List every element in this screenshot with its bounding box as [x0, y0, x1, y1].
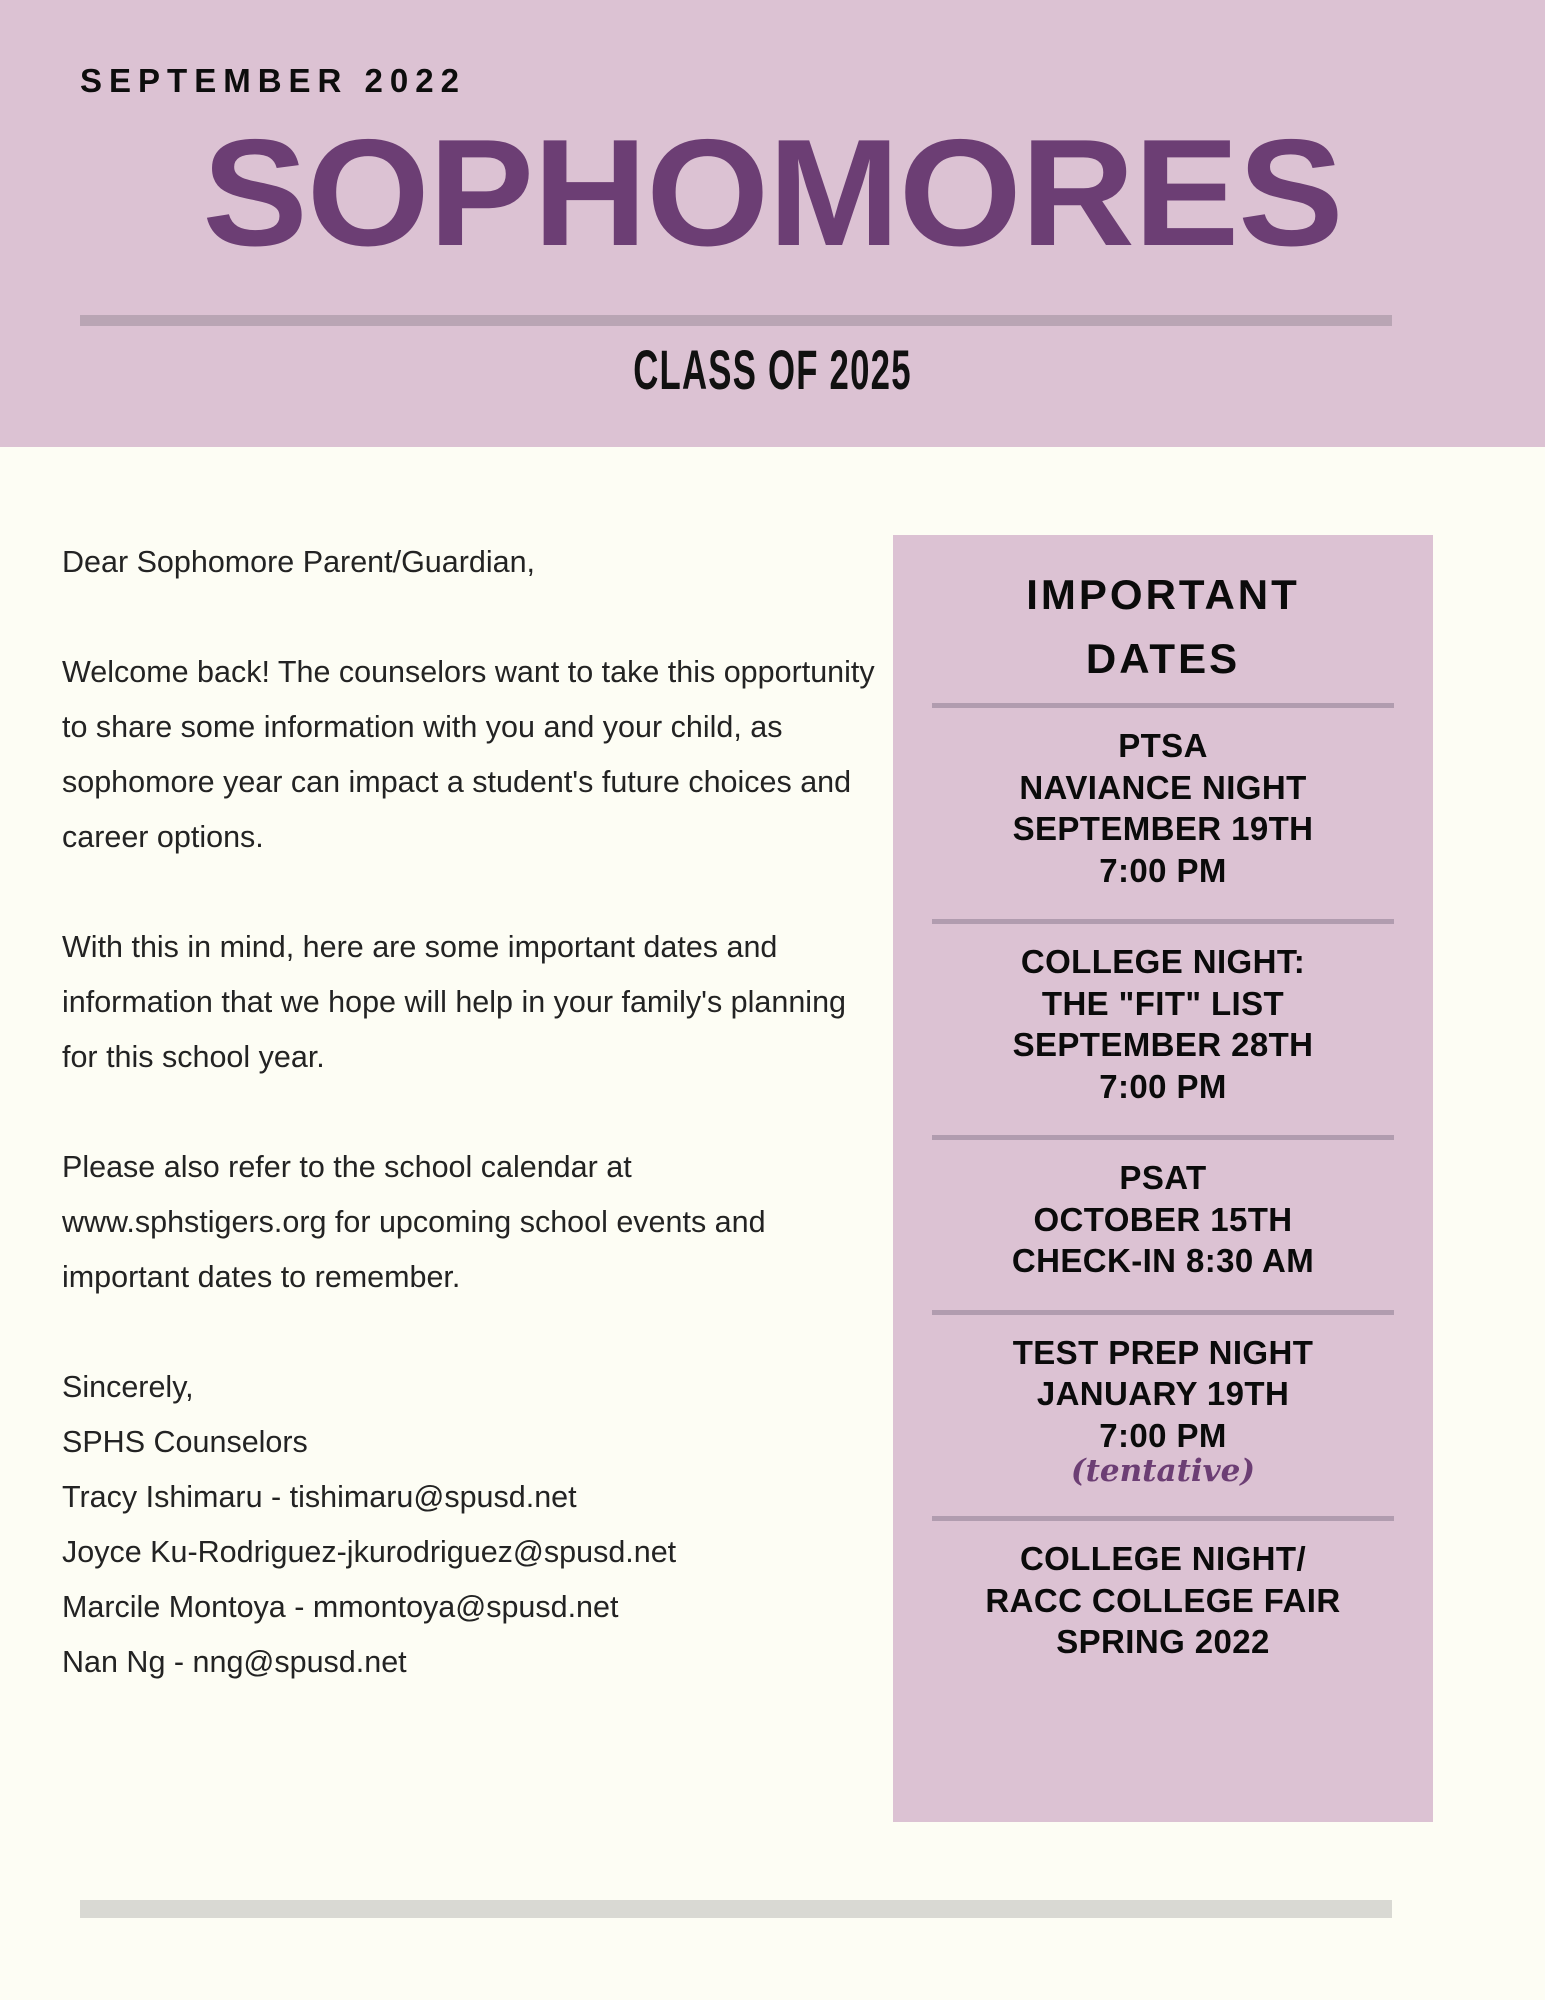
event-line: 7:00 PM: [1099, 1067, 1227, 1105]
counselor-contact: Marcile Montoya - mmontoya@spusd.net: [62, 1590, 619, 1624]
signature-closing: Sincerely,: [62, 1370, 194, 1404]
letter-signature: [62, 1360, 882, 1690]
event-line: OCTOBER 15TH: [1033, 1200, 1293, 1238]
event-line: SEPTEMBER 19TH: [1012, 810, 1314, 847]
counselor-contact: Tracy Ishimaru - tishimaru@spusd.net: [62, 1480, 577, 1514]
event-item: [919, 1521, 1407, 1679]
important-dates-heading: [919, 563, 1407, 691]
important-dates-panel: [893, 535, 1433, 1822]
event-item: [919, 708, 1407, 907]
event-line: RACC COLLEGE FAIR: [985, 1581, 1341, 1619]
event-line: COLLEGE NIGHT:: [1020, 943, 1306, 980]
event-line: PTSA: [1118, 727, 1208, 764]
letter-paragraph-1: Welcome back! The counselors want to take this opportunity to share some information with you and your child, as sophomore year can impact a student's future choices and career options.: [62, 655, 875, 854]
event-item: [919, 924, 1407, 1123]
event-line: COLLEGE NIGHT/: [1019, 1540, 1307, 1577]
counselor-contact: Nan Ng - nng@spusd.net: [62, 1645, 407, 1679]
letter-paragraph-3: Please also refer to the school calendar at www.sphstigers.org for upcoming school events and important dates to remember.: [62, 1150, 766, 1294]
footer-divider: [80, 1900, 1392, 1918]
page-title: SOPHOMORES: [202, 108, 1343, 278]
event-line: JANUARY 19TH: [1036, 1375, 1290, 1412]
header-month-label: SEPTEMBER 2022: [80, 62, 466, 99]
event-line: 7:00 PM: [1099, 851, 1227, 889]
event-line: 7:00 PM: [1099, 1416, 1227, 1454]
event-line: TEST PREP NIGHT: [1012, 1333, 1314, 1371]
letter-paragraph-2: With this in mind, here are some important dates and information that we hope will help in your family's planning for this school year.: [62, 930, 846, 1074]
header-banner: [0, 0, 1545, 447]
counselor-contact: Joyce Ku-Rodriguez-jkurodriguez@spusd.net: [62, 1535, 677, 1569]
event-line: PSAT: [1119, 1159, 1207, 1196]
event-line: CHECK-IN 8:30 AM: [1011, 1242, 1315, 1279]
event-line: NAVIANCE NIGHT: [1019, 768, 1307, 806]
letter-body: [62, 535, 882, 1690]
header-divider: [80, 315, 1392, 326]
heading-line-2: DATES: [1085, 635, 1241, 682]
event-tentative-note: (tentative): [1070, 1453, 1256, 1489]
event-line: SEPTEMBER 28TH: [1012, 1026, 1314, 1063]
letter-salutation: Dear Sophomore Parent/Guardian,: [62, 545, 536, 579]
signature-team: SPHS Counselors: [62, 1425, 308, 1459]
heading-line-1: IMPORTANT: [1026, 571, 1300, 618]
event-line: SPRING 2022: [1056, 1623, 1270, 1660]
event-item: [919, 1315, 1407, 1505]
page-subtitle: CLASS OF 2025: [633, 338, 912, 401]
event-line: THE "FIT" LIST: [1041, 984, 1285, 1022]
event-item: [919, 1140, 1407, 1298]
